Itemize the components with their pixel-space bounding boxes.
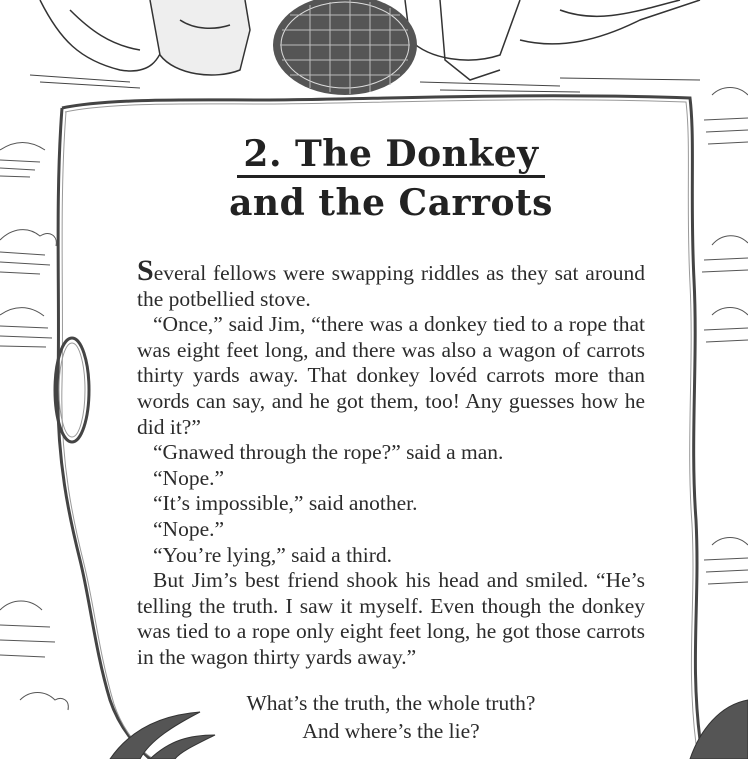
title-line-1: 2. The Donkey [237, 135, 544, 178]
paragraph: Several fellows were swapping riddles as they sat around the potbellied stove. [137, 254, 645, 311]
drop-cap: S [137, 254, 154, 287]
basket-illustration [273, 0, 417, 95]
paragraph: “Nope.” [153, 516, 225, 541]
closing-line-1: What’s the truth, the whole truth? [246, 690, 536, 715]
closing-line-2: And where’s the lie? [302, 718, 480, 743]
title-line-2: and the Carrots [229, 182, 553, 224]
story-title [137, 135, 645, 224]
story-body [137, 254, 645, 671]
paragraph: But Jim’s best friend shook his head and smiled. “He’s telling the truth. I saw it myself. Even though the donkey was tied to a rope only eight feet long, he got those carrots in the wagon thirty yards away.” [137, 568, 645, 669]
paragraph: “Nope.” [153, 465, 225, 490]
paragraph: “Gnawed through the rope?” said a man. [153, 440, 504, 465]
clouds-right [702, 88, 748, 585]
story-page [137, 135, 645, 745]
rope-loop [55, 338, 89, 442]
paragraph: “It’s impossible,” said another. [153, 491, 418, 516]
paragraph: “You’re lying,” said a third. [153, 542, 393, 567]
closing-question [137, 689, 645, 745]
paragraph: “Once,” said Jim, “there was a donkey tied to a rope that was eight feet long, and there was also a wagon of carrots thirty yards away. That donkey lovéd carrots more than words can say, and he got them, too! Any guesses how he did it?” [137, 312, 645, 439]
